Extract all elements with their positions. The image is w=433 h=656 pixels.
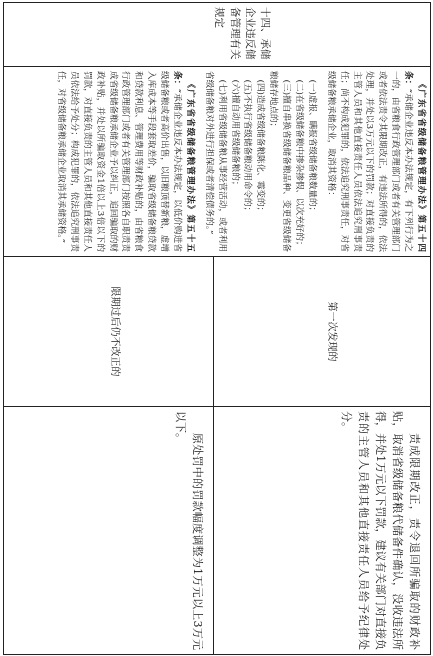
law-title-1: 《广东省省级储备粮管理办法》第五十四条： [403,71,426,252]
item-label: 十四、承储企业违反储备管理有关规定 [213,7,271,60]
penalty-standard-table [3,2,431,655]
law-paragraph-2 [54,71,196,252]
law-text-2: “承储企业违反本办法规定，以低价购进省级储备粮或者高价出售，以旧粮顶替新粮，虚增入库成本等手段套取差价，骗取省级储备粮贷款和贷款利息、管理费用等财政补贴的，由省粮食行政管理部门或者有关管理部门按照各自职责责成省级储备粮承储企业予以纠正，追回骗取的财政补贴，并处以所骗取资金1倍以上3倍以下的罚款，对直接负责的主管人员和其他直接责任人员依法给予处分；构成犯罪的，依法追究刑事责任，对省级储备粮承储企业取消其承储资格。” [55,71,182,252]
law-item: (二)在省级储备粮中掺杂掺假、以次充好的； [293,79,304,250]
law-item: (三)擅自串换省级储备粮品种、变更省级储备粮储存地点的； [268,71,292,252]
penalty-text-first: 责成限期改正，责令退回所骗取的财政补贴，取消省级储备粮代储备件确认，没收违法所得，并处1万元以下罚款，建议有关部门对直接负责的主管人员和其他直接责任人员给予纪律处分。 [339,411,421,650]
penalty-cell-second [4,407,214,655]
table-row [214,3,431,655]
plot-cell-second [4,257,214,407]
law-item: (一)虚报、瞒报省级储备粮数量的； [306,79,317,216]
law-item: (七)利用省级储备粮从事经营活动，或者利用省级储备粮对外进行担保或者清偿债务的。” [203,71,227,252]
law-item: (五)不执行省级储备粮动用命令的； [242,79,253,216]
law-title-2: 《广东省省级储备粮管理办法》第五十五条： [171,71,195,252]
law-item: (六)擅自动用省级储备粮的； [229,79,240,190]
plot-label-second: 限期过后仍不改正的 [109,286,120,377]
law-paragraph-1 [324,71,427,252]
penalty-cell-first [214,407,431,655]
law-basis-cell [4,67,431,257]
penalty-text-second: 原处罚中的罚款幅度调整为1万元以上3万元以下。 [173,411,204,650]
plot-cell-first [214,257,431,407]
law-text-1: “承储企业违反本办法规定，有下列行为之一的，由省粮食行政管理部门或者有关管理部门或者依法责令其限期改正，有违法所得的，依法处理，并处以3万元以下的罚款；对直接负责的主管人员和其他直接责任人员依法追究刑事责任；尚不构成犯罪的，依法追究刑事责任，对省级储备粮承储企业，取消其资格： [325,71,414,252]
law-item: (四)造成省级储备粮陈化、霉变的； [255,79,266,216]
plot-label-first: 第一次发现的 [326,301,337,362]
item-cell [4,3,431,67]
